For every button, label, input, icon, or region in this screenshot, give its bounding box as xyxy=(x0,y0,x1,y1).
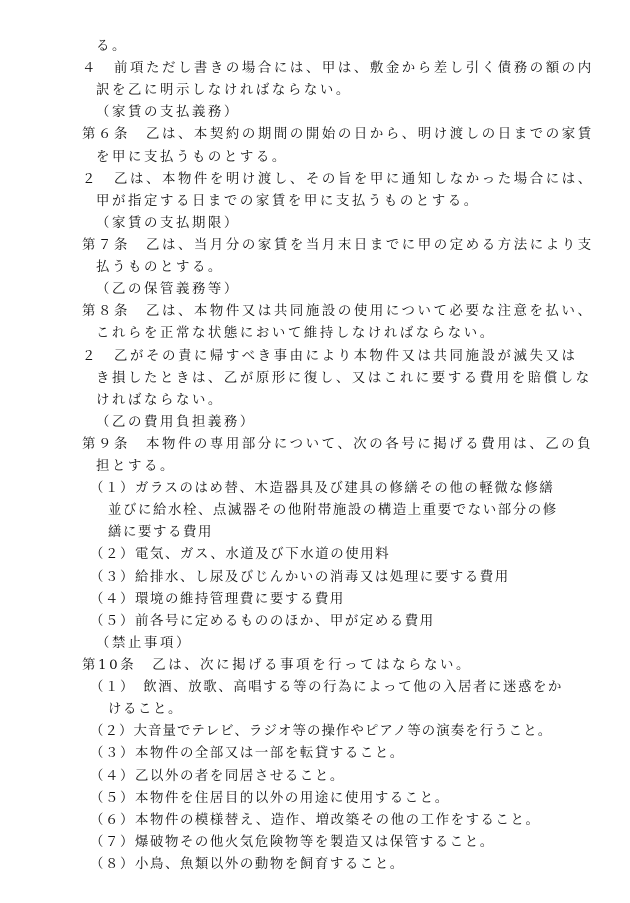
article-9-item-5: （５）前各号に定めるもののほか、甲が定める費用 xyxy=(90,614,435,629)
article-6-line-1: 第６条 乙は、本契約の期間の開始の日から、明け渡しの日までの家賃 xyxy=(82,127,594,142)
section-heading-cost-burden: （乙の費用負担義務） xyxy=(96,415,256,430)
article-10-item-6: （６）本物件の模様替え、造作、増改築その他の工作をすること。 xyxy=(90,813,541,828)
text-line-2: ４ 前項ただし書きの場合には、甲は、敷金から差し引く債務の額の内 xyxy=(82,61,594,76)
article-6-para-2-line-1: ２ 乙は、本物件を明け渡し、その旨を甲に通知しなかった場合には、 xyxy=(82,172,594,187)
article-9-item-1-line-2: 並びに給水栓、点滅器その他附帯施設の構造上重要でない部分の修 xyxy=(108,503,558,518)
article-10-line-1: 第10条 乙は、次に掲げる事項を行ってはならない。 xyxy=(82,658,473,673)
article-8-para-2-line-2: き損したときは、乙が原形に復し、又はこれに要する費用を賠償しな xyxy=(96,371,592,386)
text-line-1: る。 xyxy=(96,39,128,54)
article-7-line-1: 第７条 乙は、当月分の家賃を当月末日までに甲の定める方法により支 xyxy=(82,238,594,253)
article-10-item-1-line-2: けること。 xyxy=(108,702,183,717)
article-10-item-3: （３）本物件の全部又は一部を転貸すること。 xyxy=(90,746,405,761)
article-10-item-2: （２）大音量でテレビ、ラジオ等の操作やピアノ等の演奏を行うこと。 xyxy=(90,724,553,739)
article-9-item-2: （２）電気、ガス、水道及び下水道の使用料 xyxy=(90,547,391,562)
article-8-para-2-line-1: ２ 乙がその責に帰すべき事由により本物件又は共同施設が滅失又は xyxy=(82,349,578,364)
article-9-item-4: （４）環境の維持管理費に要する費用 xyxy=(90,592,345,607)
article-8-line-2: これらを正常な状態において維持しなければならない。 xyxy=(96,326,496,341)
article-9-line-2: 担とする。 xyxy=(96,459,176,474)
section-heading-custody: （乙の保管義務等） xyxy=(96,282,240,297)
section-heading-rent-obligation: （家賃の支払義務） xyxy=(96,105,240,120)
article-9-item-3: （３）給排水、し尿及びじんかいの消毒又は処理に要する費用 xyxy=(90,570,510,585)
article-6-line-2: を甲に支払うものとする。 xyxy=(96,150,288,165)
article-10-item-1-line-1: （１） 飲酒、放歌、高唱する等の行為によって他の入居者に迷惑をか xyxy=(90,680,563,695)
text-line-3: 訳を乙に明示しなければならない。 xyxy=(96,83,352,98)
article-8-line-1: 第８条 乙は、本物件又は共同施設の使用について必要な注意を払い、 xyxy=(82,304,594,319)
article-10-item-5: （５）本物件を住居目的以外の用途に使用すること。 xyxy=(90,791,450,806)
article-9-item-1-line-3: 繕に要する費用 xyxy=(108,525,213,540)
section-heading-rent-deadline: （家賃の支払期限） xyxy=(96,216,240,231)
article-10-item-7: （７）爆破物その他火気危険物等を製造又は保管すること。 xyxy=(90,835,495,850)
article-10-item-8: （８）小鳥、魚類以外の動物を飼育すること。 xyxy=(90,857,405,872)
article-7-line-2: 払うものとする。 xyxy=(96,260,224,275)
article-10-item-4: （４）乙以外の者を同居させること。 xyxy=(90,769,345,784)
article-9-item-1-line-1: （１）ガラスのはめ替、木造器具及び建具の修繕その他の軽微な修繕 xyxy=(90,481,555,496)
article-9-line-1: 第９条 本物件の専用部分について、次の各号に掲げる費用は、乙の負 xyxy=(82,437,594,452)
section-heading-prohibitions: （禁止事項） xyxy=(96,636,192,651)
article-6-para-2-line-2: 甲が指定する日までの家賃を甲に支払うものとする。 xyxy=(96,194,480,209)
article-8-para-2-line-3: ければならない。 xyxy=(96,393,224,408)
